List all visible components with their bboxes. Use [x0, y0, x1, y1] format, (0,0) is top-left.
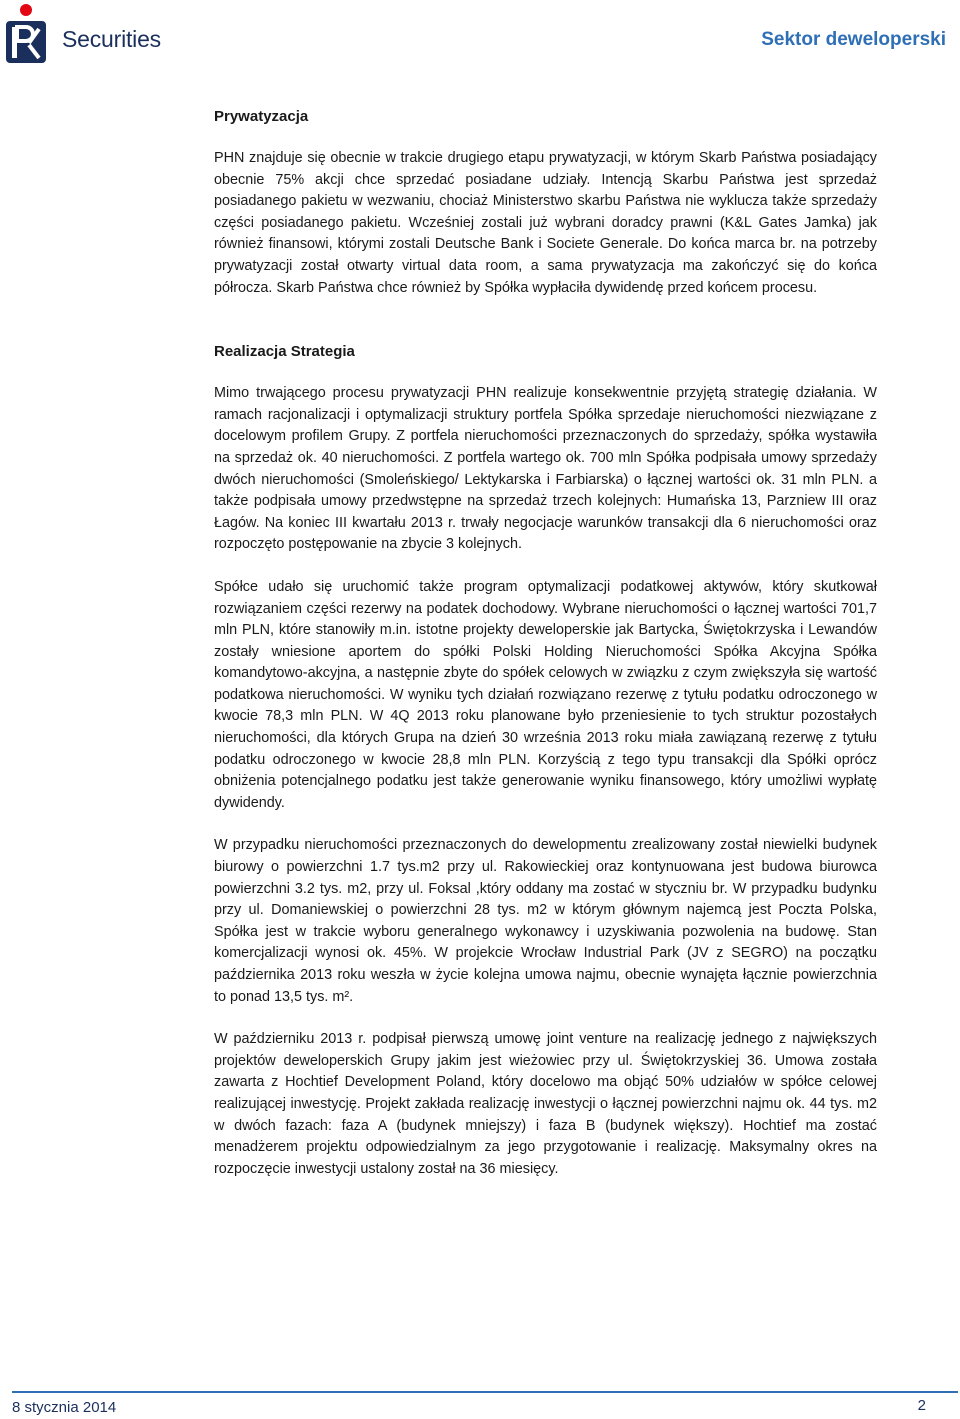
paragraph-privatization: PHN znajduje się obecnie w trakcie drugiego etapu prywatyzacji, w którym Skarb Państwa posiadający obecnie 75% akcji chce sprzedać posiadane udziały. Intencją Skarbu Państwa jest sprzedaż posiadanego pakietu w wezwaniu, chociaż Ministerstwo skarbu Państwa nie wyklucza także sprzedaży części posiadanego pakietu. Wcześniej zostali już wybrani doradcy prawni (K&L Gates Jamka) jak również finansowi, którymi zostali Deutsche Bank i Societe Generale. Do końca marca br. na potrzeby prywatyzacji został otwarty virtual data room, a sama prywatyzacja ma zakończyć się do końca półrocza. Skarb Państwa chce również by Spółka wypłaciła dywidendę przed końcem procesu. — [214, 150, 877, 296]
paragraph-strategy-3: W przypadku nieruchomości przeznaczonych do dewelopmentu zrealizowany został niewielki budynek biurowy o powierzchni 1.7 tys.m2 przy ul. Rakowieckiej oraz kontynuowana jest budowa biurowca powierzchni 3.2 tys. m2, przy ul. Foksal ,który oddany ma zostać w styczniu br. W przypadku budynku przy ul. Domaniewskiej o powierzchni 28 tys. m2 w którym głównym najemcą jest Poczta Polska, Spółka jest w trakcie wyboru generalnego wykonawcy i uzyskiwania pozwolenia na budowę. Stan komercjalizacji wynosi ok. 45%. W projekcie Wrocław Industrial Park (JV z SEGRO) na początku października 2013 roku weszła w życie kolejna umowa najmu, obecnie wynajęta łącznie powierzchnia to ponad 13,5 tys. m². — [214, 837, 877, 1005]
footer-date: 8 stycznia 2014 — [12, 1399, 117, 1416]
paragraph-strategy-2: Spółce udało się uruchomić także program optymalizacji podatkowej aktywów, który skutkował rozwiązaniem części rezerwy na podatek dochodowy. Wybrane nieruchomości o łącznej wartości 701,7 mln PLN, które stanowiły m.in. istotne projekty deweloperskie jak Bartycka, Świętokrzyska i Lewandów zostały wniesione aportem do spółki Polski Holding Nieruchomości Spółka Akcyjna Spółka komandytowo-akcyjna, a następnie zbyte do spółek celowych w związku z czym zwiększyła się wartość podatkowa nieruchomości. W wyniku tych działań rozwiązano rezerwę z tytułu podatku odroczonego w kwocie 78,3 mln PLN. W 4Q 2013 roku planowane było przeniesienie to tych struktur pozostałych nieruchomości, dla których Grupa na dzień 30 września 2013 roku miała zawiązaną rezerwę z tytułu podatku odroczonego w kwocie 28,8 mln PLN. Korzyścią z tego typu transakcji dla Spółki oprócz obniżenia potencjalnego podatku jest także generowanie wyniku finansowego, który umożliwi wypłatę dywidendy. — [214, 578, 877, 811]
section-title-strategy: Realizacja Strategia — [214, 343, 355, 361]
paragraph-strategy-4: W październiku 2013 r. podpisał pierwszą umowę joint venture na realizację jednego z największych projektów deweloperskich Grupy jakim jest wieżowiec przy ul. Świętokrzyskiej 36. Umowa została zawarta z Hochtief Development Poland, który docelowo ma objąć 50% udziałów w spółce celowej realizującej inwestycję. Projekt zakłada realizację inwestycji o łącznej powierzchni najmu ok. 44 tys. m2 w dwóch fazach: faza A (budynek mniejszy) i faza B (budynek większy). Hochtief ma zostać menadżerem projektu odpowiedzialnym za jego przygotowanie i realizację. Maksymalny okres na rozpoczęcie inwestycji ustalony został na 36 miesięcy. — [214, 1031, 877, 1177]
brand-name: Securities — [62, 26, 161, 52]
page-header — [0, 0, 960, 80]
pko-logo-icon — [4, 3, 48, 65]
paragraph-strategy-1: Mimo trwającego procesu prywatyzacji PHN realizuje konsekwentnie przyjętą strategię działania. W ramach racjonalizacji i optymalizacji struktury portfela Spółka sprzedaje nieruchomości niezwiązane z docelowym profilem Grupy. Z portfela nieruchomości przeznaczonych do sprzedaży, spółka wystawiła na sprzedaż ok. 40 nieruchomości. Z portfela wartego ok. 700 mln Spółka podpisała umowy sprzedaży dwóch nieruchomości (Smoleńskiego/ Lektykarska i Farbiarska) o łącznej wartości ok. 31 mln PLN. a także podpisała umowy przedwstępne na sprzedaż trzech kolejnych: Humańska 13, Parzniew III oraz Łagów. Na koniec III kwartału 2013 r. trwały negocjacje warunków transakcji dla 6 nieruchomości oraz rozpoczęto postępowanie na zbycie 3 kolejnych. — [214, 385, 877, 553]
document-body — [214, 106, 877, 1180]
sector-title: Sektor deweloperski — [761, 29, 946, 50]
footer-divider — [12, 1391, 958, 1393]
section-title-privatization: Prywatyzacja — [214, 108, 309, 125]
page-number: 2 — [917, 1397, 926, 1414]
